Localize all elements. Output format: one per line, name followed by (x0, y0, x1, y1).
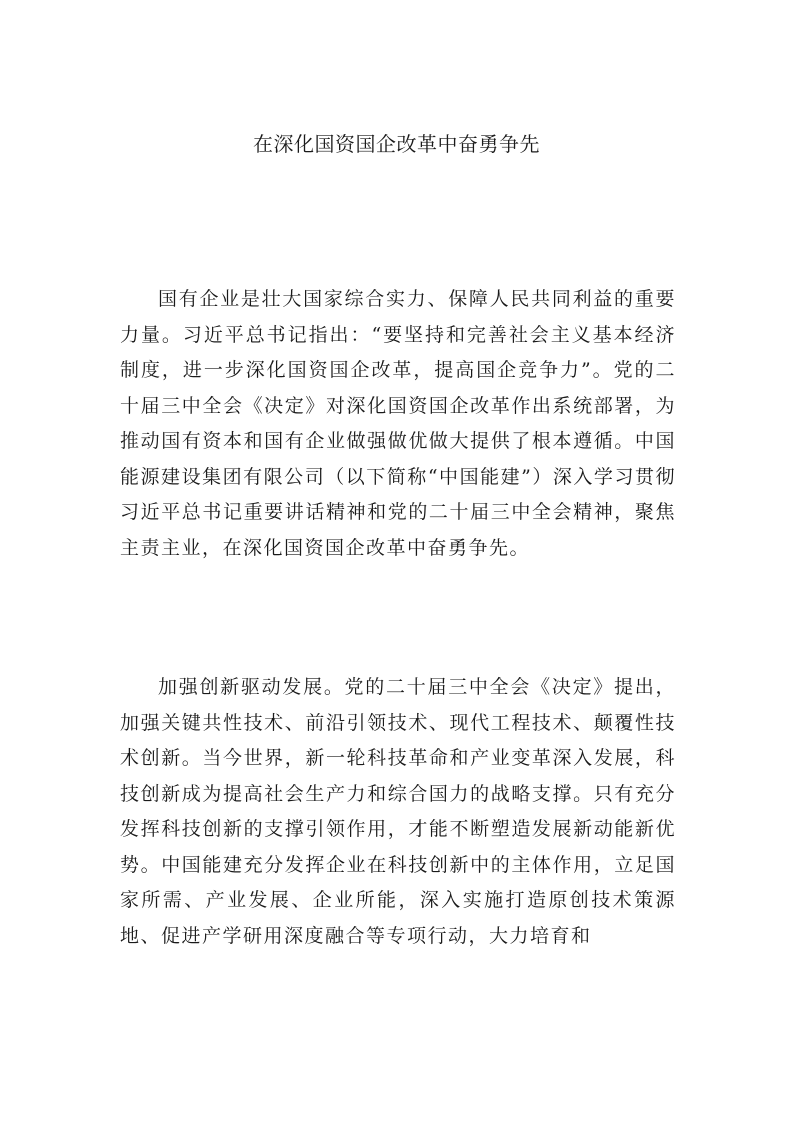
document-title: 在深化国资国企改革中奋勇争先 (253, 132, 540, 156)
paragraph-intro: 国有企业是壮大国家综合实力、保障人民共同利益的重要力量。习近平总书记指出：“要坚持和完善社会主义基本经济制度，进一步深化国资国企改革，提高国企竞争力”。党的二十届三中全会《决定》对深化国资国企改革作出系统部署，为推动国有资本和国有企业做强做优做大提供了根本遵循。中国能源建设集团有限公司（以下简称“中国能建”）深入学习贯彻习近平总书记重要讲话精神和党的二十届三中全会精神，聚焦主责主业，在深化国资国企改革中奋勇争先。 (120, 288, 676, 559)
paragraph-innovation: 加强创新驱动发展。党的二十届三中全会《决定》提出，加强关键共性技术、前沿引领技术、现代工程技术、颠覆性技术创新。当今世界，新一轮科技革命和产业变革深入发展，科技创新成为提高社会生产力和综合国力的战略支撑。只有充分发挥科技创新的支撑引领作用，才能不断塑造发展新动能新优势。中国能建充分发挥企业在科技创新中的主体作用，立足国家所需、产业发展、企业所能，深入实施打造原创技术策源地、促进产学研用深度融合等专项行动，大力培育和 (120, 676, 676, 947)
